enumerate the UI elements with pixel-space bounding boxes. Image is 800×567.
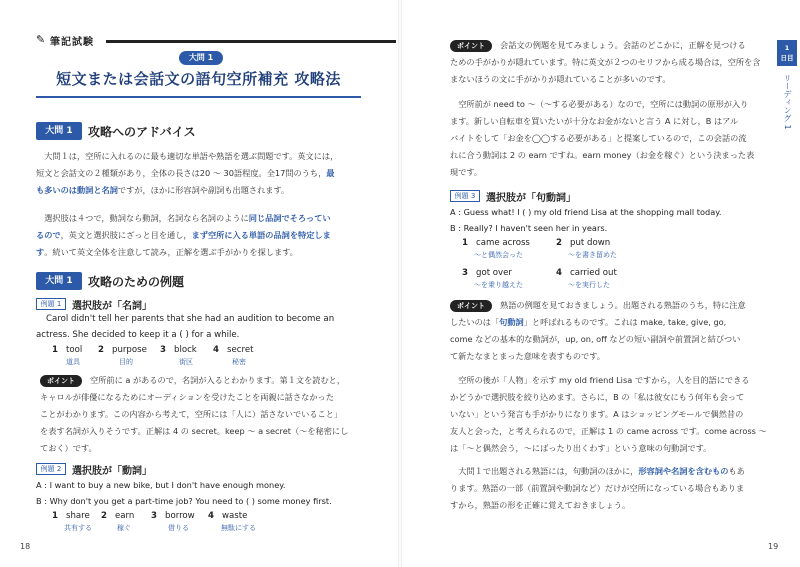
section-header	[36, 33, 361, 47]
choice-1: 1 came across	[462, 238, 530, 248]
choice-4: 4 carried out	[556, 268, 617, 278]
point-explanation: 会話文の例題を見てみましょう。会話のどこかに，正解を見つける ための手がかりが隠れています。特に英文が２つのセリフから成る場合は，空所を含 まないほうの文に手がかりが隠れていることが多いのです。	[450, 40, 761, 84]
choice-gloss: 道具	[66, 358, 80, 366]
explanation-paragraph: 空所前が need to ～（～する必要がある）なので，空所には動詞の原形が入り ます。新しい自転車を買いたいが十分なお金がないと言う A に対し，B はアル バイトをして「お金を◯◯する必要がある」と提案しているので，この会話の流 れに合う動詞は 2 の earn ですね。earn money（お金を稼ぐ）という決まった表 現です。	[450, 99, 755, 177]
choice-gloss: ～を実行した	[568, 281, 610, 289]
choice-gloss: 借りる	[168, 524, 189, 532]
header-label: 筆記試験	[50, 37, 94, 48]
page-number: 19	[768, 542, 779, 551]
explanation-paragraph: 大問１で出題される熟語には，句動詞のほかに，形容詞や名詞を含むものもあ ります。熟語の一部（前置詞や動詞など）だけが空所になっている場合もありま すから，熟語の形を正確に覚えておきましょう。	[450, 466, 745, 510]
title-rule	[36, 96, 361, 98]
point-explanation: 空所前に a があるので，名詞が入るとわかります。第１文を読むと， キャロルが俳優になるためにオーディションを受けたことを両親に話さなかった ことがわかります。この内容から考えて，空所には「人に）話さないでいること」 を表す名詞が入りそうです。正解は 4 の secret。keep ～ a secret（～を秘密にし ておく）です。	[40, 375, 349, 453]
pen-icon: ✎	[36, 33, 46, 46]
choice-2: 2 purpose	[98, 345, 147, 355]
example-sentence: Carol didn't tell her parents that she had an audition to become an	[46, 314, 335, 324]
dialogue-line-a: A : I want to buy a new bike, but I don't have enough money.	[36, 480, 286, 490]
choice-gloss: ～を書き留めた	[568, 251, 617, 259]
example-badge: 例題 1	[36, 298, 66, 310]
choice-gloss: 共有する	[64, 524, 92, 532]
section-title: 攻略へのアドバイス	[88, 125, 196, 139]
dialogue-line-a: A : Guess what! I ( ) my old friend Lisa at the shopping mall today.	[450, 207, 722, 217]
example-badge: 例題 2	[36, 463, 66, 475]
choice-gloss: ～と偶然会った	[474, 251, 523, 259]
page-number: 18	[20, 542, 31, 551]
right-page	[400, 0, 800, 567]
point-badge: ポイント	[450, 300, 492, 312]
section-badge: 大問 1	[36, 272, 82, 290]
point-badge: ポイント	[40, 375, 82, 387]
advice-paragraph-1: 大問１は，空所に入れるのに最も適切な単語や熟語を選ぶ問題です。英文には， 短文と会話文の２種類があり，全体の長さは20 ～ 30語程度。全17問のうち，最 も多いのは動詞と名詞ですが，ほかに形容詞や副詞も出題されます。	[36, 151, 339, 195]
day-tab: 1 日目	[777, 40, 797, 66]
choice-gloss: 稼ぐ	[117, 524, 131, 532]
choice-gloss: 街区	[179, 358, 193, 366]
example-badge: 例題 3	[450, 190, 480, 202]
example-title: 選択肢が「動詞」	[72, 466, 152, 477]
section-title: 攻略のための例題	[88, 275, 185, 289]
side-section-label: リーディング 1	[783, 74, 792, 130]
choice-4: 4 waste	[208, 511, 248, 521]
choice-2: 2 put down	[556, 238, 611, 248]
example-title: 選択肢が「名詞」	[72, 301, 152, 312]
advice-paragraph-2: 選択肢は４つで，動詞なら動詞，名詞なら名詞のように同じ品詞でそろってい るので，英文と選択肢にざっと目を通し，まず空所に入る単語の品詞を特定しま す。続いて英文全体を注意して読み，正解を選ぶ手がかりを探します。	[36, 213, 331, 257]
choice-3: 3 got over	[462, 268, 512, 278]
choice-gloss: ～を乗り越えた	[474, 281, 523, 289]
choice-gloss: 無駄にする	[221, 524, 256, 532]
daimon-tag: 大問 1	[179, 51, 223, 65]
choice-3: 3 borrow	[151, 511, 195, 521]
choice-1: 1 share	[52, 511, 90, 521]
side-tab	[777, 40, 797, 130]
choice-gloss: 秘密	[232, 358, 246, 366]
explanation-paragraph: 空所の後が「人物」を示す my old friend Lisa ですから，人を目的語にできる かどうかで選択肢を絞り込めます。さらに，B の「私は彼女にもう何年も会って いない」という発言も手がかりになります。A はショッピングモールで偶然昔の 友人と会った，と考えられるので，正解は 1 の came across です。come across ～ は「～と偶然会う，～にばったり出くわす」という意味の句動詞です。	[450, 375, 767, 453]
choice-2: 2 earn	[101, 511, 135, 521]
example-title: 選択肢が「句動詞」	[486, 193, 576, 204]
section-badge: 大問 1	[36, 122, 82, 140]
dialogue-line-b: B : Really? I haven't seen her in years.	[450, 223, 608, 233]
choice-4: 4 secret	[213, 345, 254, 355]
page-title: 短文または会話文の語句空所補充 攻略法	[56, 70, 341, 88]
point-explanation: 熟語の例題を見ておきましょう。出題される熟語のうち，特に注意 したいのは「句動詞」と呼ばれるものです。これは make, take, give, go, come などの基本的な動詞が，up, on, off などの短い副詞や前置詞と結びつい て新たなまとまった意味を表すものです。	[450, 300, 746, 361]
example-sentence: actress. She decided to keep it a ( ) for a while.	[36, 330, 240, 340]
point-badge: ポイント	[450, 40, 492, 52]
dialogue-line-b: B : Why don't you get a part-time job? You need to ( ) some money first.	[36, 496, 332, 506]
header-rule	[106, 40, 396, 43]
choice-gloss: 目的	[119, 358, 133, 366]
choice-1: 1 tool	[52, 345, 83, 355]
choice-3: 3 block	[160, 345, 197, 355]
